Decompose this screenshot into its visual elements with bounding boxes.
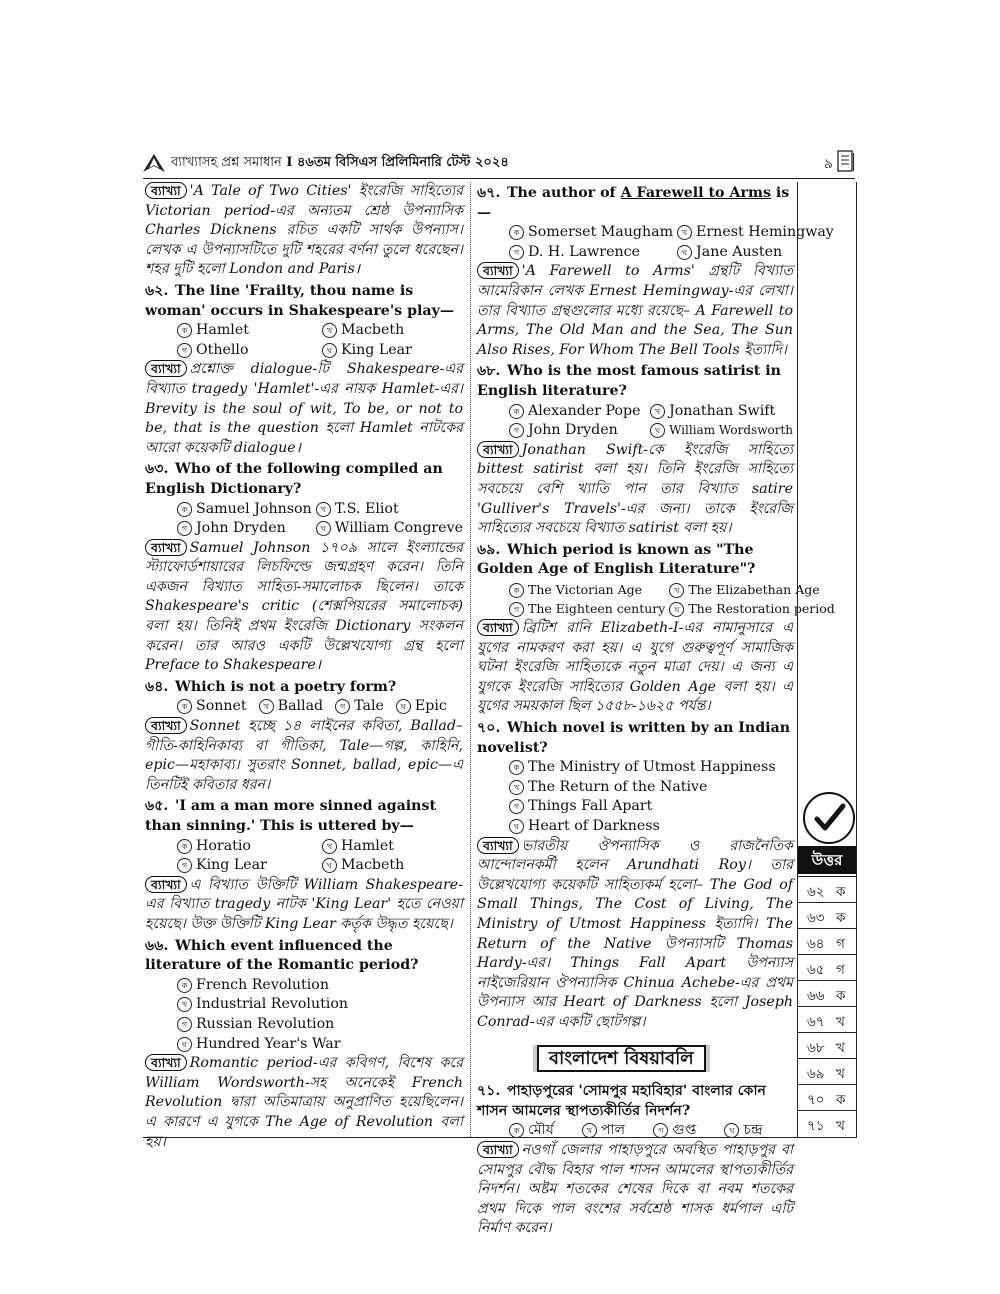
answer-key-row: [798, 1032, 856, 1059]
answer-sidebar: [797, 182, 857, 1137]
header-title-main: ৪৬তম বিসিএস প্রিলিমিনারি টেস্ট ২০২৪: [296, 155, 509, 170]
question-66: ৬৬. Which event influenced the literature of the Romantic period?: [145, 937, 419, 974]
page-header: [143, 148, 855, 179]
option: খ The Return of the Native: [509, 778, 793, 798]
page-number: ৯: [823, 156, 833, 172]
options-68: [477, 402, 793, 441]
option: গ Othello: [177, 341, 318, 361]
column-divider: [470, 182, 471, 1137]
answer-option-letter: ক: [836, 988, 846, 1004]
explanation-badge: ব্যাখ্যা: [145, 717, 187, 734]
option: ঘ William Congreve: [316, 519, 463, 539]
option: ক মৌর্য: [509, 1121, 554, 1141]
question-67: ৬৭. The author of A Farewell to Arms is—: [477, 185, 790, 221]
question-62: ৬২. The line 'Frailty, thou name is woman' occurs in Shakespeare's play—: [145, 282, 455, 319]
answer-label: উত্তর: [798, 846, 856, 874]
answer-key-row: [798, 1058, 856, 1085]
option: খ T.S. Eliot: [316, 500, 463, 520]
option: ঘ Epic: [396, 697, 447, 717]
book-icon: [837, 150, 855, 172]
option: গ Tale: [335, 697, 384, 717]
option: ক French Revolution: [177, 976, 463, 996]
answer-option-letter: গ: [836, 962, 845, 978]
answer-option-letter: খ: [836, 1118, 845, 1134]
explanation-badge: ব্যাখ্যা: [145, 360, 187, 377]
explanation-badge: ব্যাখ্যা: [477, 619, 519, 636]
option: ঘ The Restoration period: [669, 599, 834, 619]
option: খ Ernest Hemingway: [677, 223, 834, 243]
option: খ পাল: [582, 1121, 625, 1141]
explanation-66: ব্যাখ্যা Romantic period-এর কবিগণ, বিশেষ করে William Wordsworth-সহ অনেকেই French Revolution দ্বারা অতিমাত্রায় অনুপ্রাণিত হয়েছিলেন। এ কারণে এ যুগকে The Age of Revolution বলা হয়।: [145, 1055, 463, 1150]
option: ক Somerset Maugham: [509, 223, 673, 243]
option: ঘ King Lear: [322, 341, 463, 361]
explanation-badge: ব্যাখ্যা: [477, 441, 519, 458]
answer-key-row: [798, 876, 856, 903]
answer-option-letter: ক: [836, 1092, 846, 1108]
explanation-65: ব্যাখ্যা এ বিখ্যাত উক্তিটি William Shakespeare-এর বিখ্যাত tragedy নাটক 'King Lear' হতে নেওয়া হয়েছে। উক্ত উক্তিটি King Lear কর্তৃক উদ্ধৃত হয়েছে।: [145, 876, 463, 932]
answer-question-number: ৬২: [807, 884, 825, 900]
options-70: [477, 758, 793, 836]
options-64: [145, 697, 463, 717]
explanation-69: ব্যাখ্যা ব্রিটিশ রানি Elizabeth-I-এর নামানুসারে এ যুগের নামকরণ করা হয়। এ যুগে গুরুত্বপূর্ণ সামাজিক ঘটনা ইংরেজি সাহিত্যকে নতুন মাত্রা দেয়। এ জন্য এ যুগকে ইংরেজি সাহিত্যের Golden Age বলা হয়। এ যুগের সময়কাল ছিল ১৫৫৮-১৬২৫ পর্যন্ত।: [477, 620, 793, 715]
option: ক Samuel Johnson: [177, 500, 312, 520]
options-69: [477, 580, 835, 619]
answer-question-number: ৬৯: [807, 1066, 825, 1082]
option: গ Russian Revolution: [177, 1015, 463, 1035]
answer-key-row: [798, 902, 856, 929]
header-separator: I: [281, 155, 297, 170]
option: খ Industrial Revolution: [177, 995, 463, 1015]
option: ঘ Hundred Year's War: [177, 1035, 463, 1055]
option: খ Hamlet: [322, 837, 463, 857]
option: ঘ Heart of Darkness: [509, 817, 793, 837]
option: ঘ Macbeth: [322, 856, 463, 876]
answer-key-row: [798, 1110, 856, 1137]
explanation-64: ব্যাখ্যা Sonnet হচ্ছে ১৪ লাইনের কবিতা, Ballad–গীতি-কাহিনিকাব্য বা গীতিকা, Tale—গল্প, কাহিনি, epic—মহাকাব্য। সুতরাং Sonnet, ballad, epic—এ তিনটিই কবিতার ধরন।: [145, 718, 463, 793]
explanation-badge: ব্যাখ্যা: [145, 876, 187, 893]
header-title-prefix: ব্যাখ্যাসহ প্রশ্ন সমাধান: [171, 155, 282, 170]
explanation-badge: ব্যাখ্যা: [145, 539, 187, 556]
answer-option-letter: খ: [836, 1014, 845, 1030]
option: গ King Lear: [177, 856, 318, 876]
answer-option-letter: খ: [836, 1040, 845, 1056]
option: ক Alexander Pope: [509, 402, 646, 422]
explanation-71: ব্যাখ্যা নওগাঁ জেলার পাহাড়পুরে অবস্থিত পাহাড়পুর বা সোমপুর বৌদ্ধ বিহার পাল শাসন আমলের স্থাপত্যকীর্তির নিদর্শন। অষ্টম শতকের শেষের দিকে বা নবম শতকের প্রথম দিকে পাল বংশের সর্বশ্রেষ্ঠ শাসক ধর্মপাল এটি নির্মাণ করেন।: [477, 1141, 793, 1237]
answer-key-row: [798, 928, 856, 955]
option: গ গুপ্ত: [653, 1121, 696, 1141]
option: গ D. H. Lawrence: [509, 243, 673, 263]
answer-key-row: [798, 980, 856, 1007]
options-67: [477, 223, 834, 262]
option: ঘ William Wordsworth: [650, 421, 793, 441]
option: খ Macbeth: [322, 321, 463, 341]
answer-question-number: ৬৩: [807, 910, 825, 926]
option: গ Things Fall Apart: [509, 797, 793, 817]
option: খ The Elizabethan Age: [669, 580, 834, 600]
checkmark-icon: [803, 792, 855, 844]
options-65: [145, 837, 463, 876]
explanation-badge: ব্যাখ্যা: [477, 262, 519, 279]
answer-option-letter: গ: [836, 936, 845, 952]
header-title: [171, 153, 509, 174]
answer-question-number: ৬৪: [807, 936, 825, 952]
left-column: [145, 182, 463, 1154]
question-64: ৬৪. Which is not a poetry form?: [145, 678, 397, 695]
options-62: [145, 321, 463, 360]
answer-question-number: ৬৮: [807, 1040, 825, 1056]
explanation-61: ব্যাখ্যা 'A Tale of Two Cities' ইংরেজি সাহিত্যের Victorian period-এর অন্যতম শ্রেষ্ঠ উপন্যাসিক Charles Dicknens রচিত একটি সার্থক উপন্যাস। লেখক এ উপন্যাসটিতে দুটি শহরের বর্ণনা তুলে ধরেছেন। শহর দুটি হলো London and Paris।: [145, 183, 463, 278]
answer-option-letter: ক: [836, 910, 846, 926]
explanation-badge: ব্যাখ্যা: [477, 837, 519, 854]
answer-question-number: ৬৫: [807, 962, 825, 978]
footer-rule: [143, 1137, 857, 1138]
answer-question-number: ৭০: [807, 1092, 825, 1108]
question-70: ৭০. Which novel is written by an Indian novelist?: [477, 720, 791, 756]
option: ক The Victorian Age: [509, 580, 665, 600]
option: খ Ballad: [259, 697, 324, 717]
question-71: ৭১. পাহাড়পুরের 'সোমপুর মহাবিহার' বাংলার কোন শাসন আমলের স্থাপত্যকীর্তির নিদর্শন?: [477, 1083, 767, 1119]
options-66: [145, 976, 463, 1054]
option: ক Horatio: [177, 837, 318, 857]
section-title: বাংলাদেশ বিষয়াবলি: [537, 1045, 706, 1073]
option: খ Jonathan Swift: [650, 402, 793, 422]
option: ক The Ministry of Utmost Happiness: [509, 758, 793, 778]
answer-option-letter: ক: [836, 884, 846, 900]
explanation-70: ব্যাখ্যা ভারতীয় ঔপন্যাসিক ও রাজনৈতিক আন্দোলনকর্মী হলেন Arundhati Roy। তার উল্লেখযোগ্য কয়েকটি সাহিত্যকর্ম হলো– The God of Small Things, The Cost of Living, The Ministry of Utmost Happiness ইত্যাদি। The Return of the Native উপন্যাসটি Thomas Hardy-এর। Things Fall Apart উপন্যাস নাইজেরিয়ান ঔপন্যাসিক Chinua Achebe-এর প্রথম উপন্যাস আর Heart of Darkness হলো Joseph Conrad-এর একটি ছোটগল্প।: [477, 837, 793, 1030]
option: ক Sonnet: [177, 697, 247, 717]
option: গ John Dryden: [177, 519, 312, 539]
answer-key-row: [798, 1006, 856, 1033]
answer-key-row: [798, 1084, 856, 1111]
question-65: ৬৫. 'I am a man more sinned against than sinning.' This is uttered by—: [145, 798, 437, 834]
answer-option-letter: খ: [836, 1066, 845, 1082]
option: ঘ Jane Austen: [677, 243, 834, 263]
answer-question-number: ৭১: [807, 1118, 825, 1134]
explanation-68: ব্যাখ্যা Jonathan Swift-কে ইংরেজি সাহিত্যে bittest satirist বলা হয়। তিনি ইংরেজি সাহিত্যে সবচেয়ে বেশি খ্যাতি পান তার বিখ্যাত satire 'Gulliver's Travels'-এর জন্য। তাকে ইংরেজি সাহিত্যের সবচেয়ে বিখ্যাত satirist বলা হয়।: [477, 441, 793, 537]
explanation-badge: ব্যাখ্যা: [477, 1141, 519, 1158]
explanation-67: ব্যাখ্যা 'A Farewell to Arms' গ্রন্থটি বিখ্যাত আমেরিকান লেখক Ernest Hemingway-এর লেখা। তার বিখ্যাত গ্রন্থগুলোর মধ্যে রয়েছে– A Farewell to Arms, The Old Man and the Sea, The Sun Also Rises, For Whom The Bell Tools ইত্যাদি।: [477, 263, 793, 358]
explanation-badge: ব্যাখ্যা: [145, 1054, 187, 1071]
question-63: ৬৩. Who of the following compiled an English Dictionary?: [145, 461, 443, 497]
options-63: [145, 500, 463, 539]
publisher-logo-icon: [143, 154, 165, 172]
answer-key-row: [798, 954, 856, 981]
option: গ John Dryden: [509, 421, 646, 441]
question-68: ৬৮. Who is the most famous satirist in English literature?: [477, 363, 781, 399]
option: ক Hamlet: [177, 321, 318, 341]
option: ঘ চন্দ্র: [724, 1121, 762, 1141]
option: গ The Eighteen century: [509, 599, 665, 619]
explanation-63: ব্যাখ্যা Samuel Johnson ১৭০৯ সালে ইংল্যান্ডের স্ট্যাফোর্ডশায়ারের লিচফিল্ডে জন্মগ্রহণ করেন। তিনি একজন বিখ্যাত সাহিত্য-সমালোচক ছিলেন। তাকে Shakespeare's critic (শেক্সপিয়রের সমালোচক) বলা হয়। তিনিই প্রথম ইংরেজি Dictionary সংকলন করেন। তার আরও একটি উল্লেখযোগ্য গ্রন্থ হলো Preface to Shakespeare।: [145, 539, 463, 674]
explanation-badge: ব্যাখ্যা: [145, 182, 187, 199]
explanation-62: ব্যাখ্যা প্রশ্নোক্ত dialogue-টি Shakespeare-এর বিখ্যাত tragedy 'Hamlet'-এর নায়ক Hamlet-এর। Brevity is the soul of wit, To be, or not to be, that is the question হলো Hamlet নাটকের আরো কয়েকটি dialogue।: [145, 361, 463, 456]
question-69: ৬৯. Which period is known as "The Golden Age of English Literature"?: [477, 541, 756, 578]
answer-question-number: ৬৭: [807, 1014, 825, 1030]
answer-question-number: ৬৬: [807, 988, 825, 1004]
